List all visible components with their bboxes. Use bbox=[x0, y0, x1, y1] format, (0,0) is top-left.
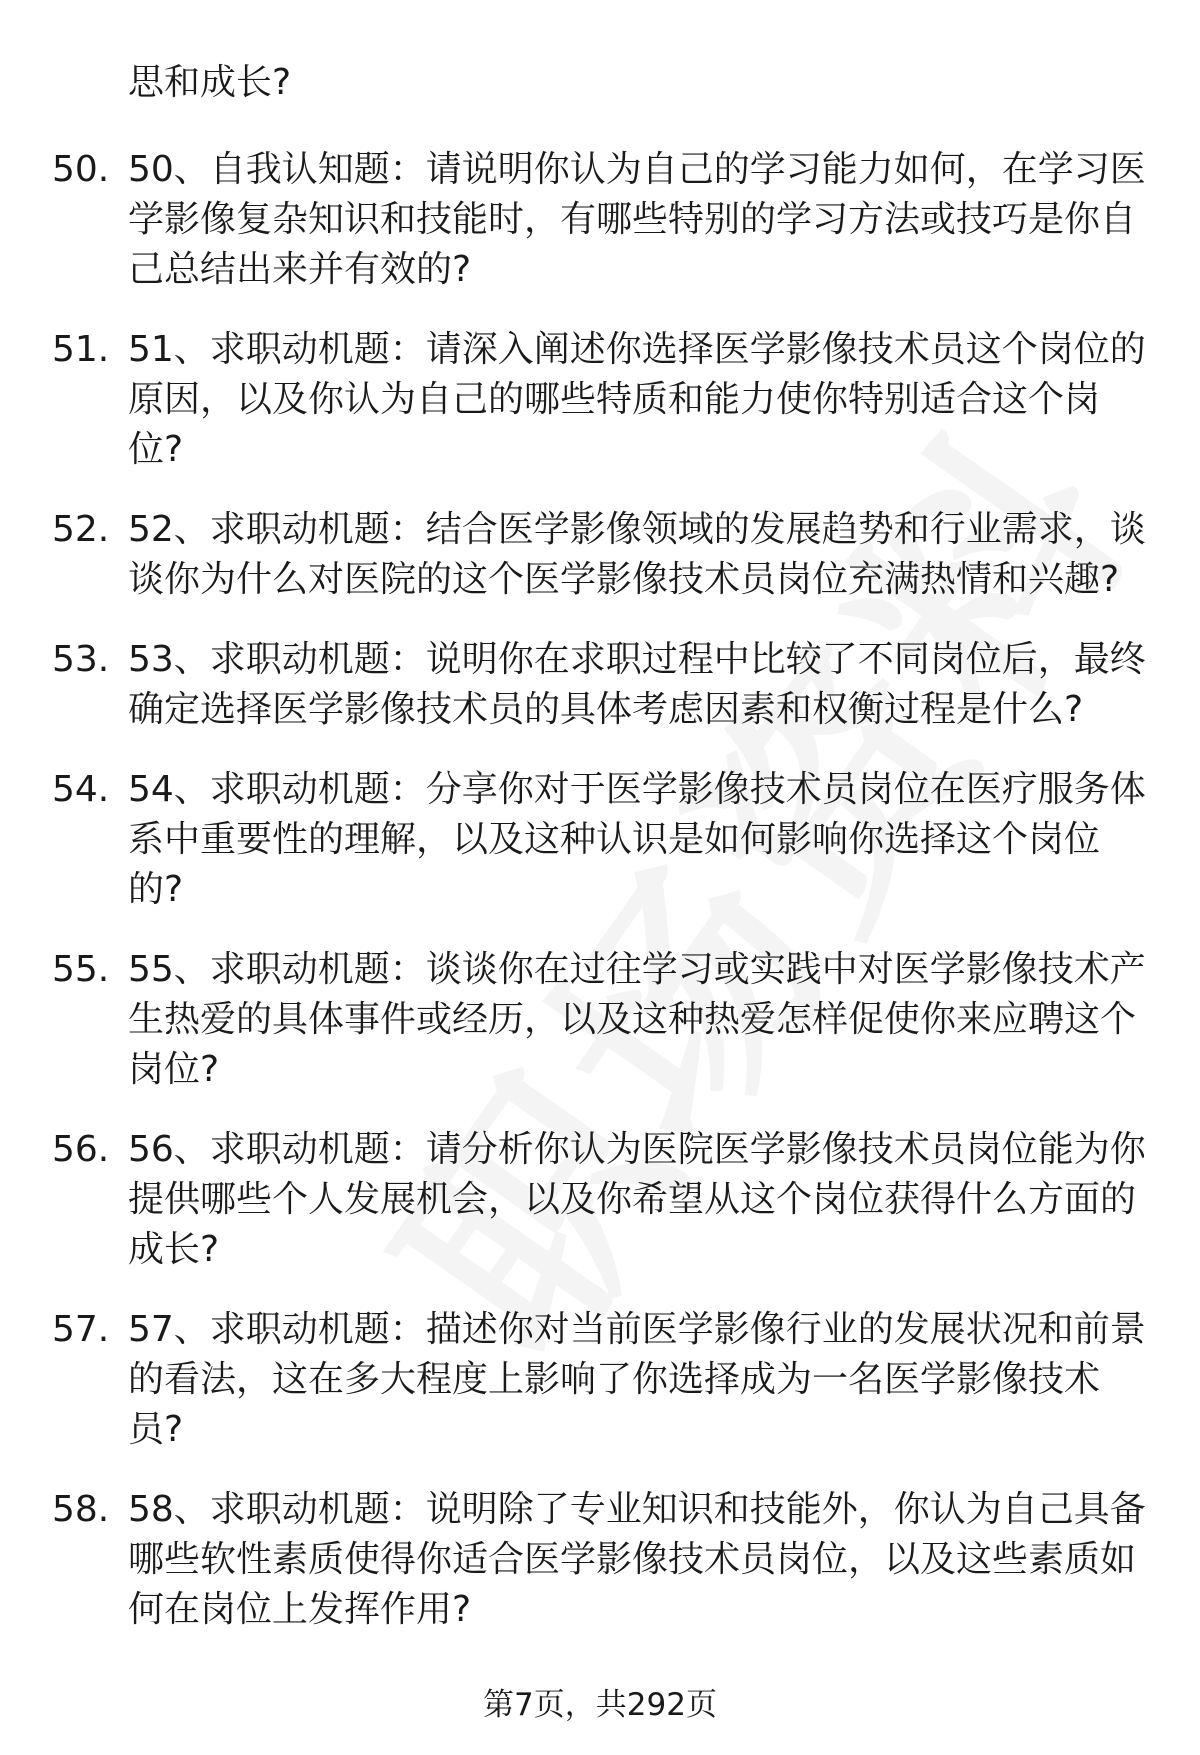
list-item-number: 51. bbox=[52, 329, 110, 370]
list-item-number: 54. bbox=[52, 769, 110, 810]
list-item-text: 50、自我认知题：请说明你认为自己的学习能力如何，在学习医学影像复杂知识和技能时，有哪些特别的学习方法或技巧是你自己总结出来并有效的? bbox=[128, 149, 1146, 290]
list-item-text: 56、求职动机题：请分析你认为医院医学影像技术员岗位能为你提供哪些个人发展机会，以及你希望从这个岗位获得什么方面的成长? bbox=[128, 1129, 1146, 1270]
list-item bbox=[0, 765, 1148, 915]
list-item bbox=[0, 1485, 1148, 1635]
list-item-number: 50. bbox=[52, 149, 110, 190]
list-item-text: 51、求职动机题：请深入阐述你选择医学影像技术员这个岗位的原因，以及你认为自己的哪些特质和能力使你特别适合这个岗位? bbox=[128, 329, 1146, 470]
list-item-number: 52. bbox=[52, 509, 110, 550]
list-item-number: 56. bbox=[52, 1129, 110, 1170]
list-item bbox=[0, 145, 1148, 295]
list-item-text: 55、求职动机题：谈谈你在过往学习或实践中对医学影像技术产生热爱的具体事件或经历，以及这种热爱怎样促使你来应聘这个岗位? bbox=[128, 949, 1146, 1090]
list-item-number: 58. bbox=[52, 1489, 110, 1530]
list-item bbox=[0, 325, 1148, 475]
list-item bbox=[0, 945, 1148, 1095]
list-item-number: 53. bbox=[52, 639, 110, 680]
page-footer: 第7页，共292页 bbox=[483, 1687, 717, 1723]
list-item-text: 54、求职动机题：分享你对于医学影像技术员岗位在医疗服务体系中重要性的理解，以及这种认识是如何影响你选择这个岗位的? bbox=[128, 769, 1146, 910]
list-item-text: 57、求职动机题：描述你对当前医学影像行业的发展状况和前景的看法，这在多大程度上影响了你选择成为一名医学影像技术员? bbox=[128, 1309, 1146, 1450]
continuation-text: 思和成长? bbox=[128, 62, 292, 103]
list-item-number: 55. bbox=[52, 949, 110, 990]
list-item-text: 53、求职动机题：说明你在求职过程中比较了不同岗位后，最终确定选择医学影像技术员的具体考虑因素和权衡过程是什么? bbox=[128, 639, 1146, 730]
list-item bbox=[0, 635, 1148, 735]
list-item-number: 57. bbox=[52, 1309, 110, 1350]
list-item bbox=[0, 1125, 1148, 1275]
list-item-text: 58、求职动机题：说明除了专业知识和技能外，你认为自己具备哪些软性素质使得你适合医学影像技术员岗位，以及这些素质如何在岗位上发挥作用? bbox=[128, 1489, 1146, 1630]
list-item bbox=[0, 1305, 1148, 1455]
question-list bbox=[0, 145, 1200, 1665]
list-item-text: 52、求职动机题：结合医学影像领域的发展趋势和行业需求，谈谈你为什么对医院的这个医学影像技术员岗位充满热情和兴趣? bbox=[128, 509, 1146, 600]
list-item bbox=[0, 505, 1148, 605]
